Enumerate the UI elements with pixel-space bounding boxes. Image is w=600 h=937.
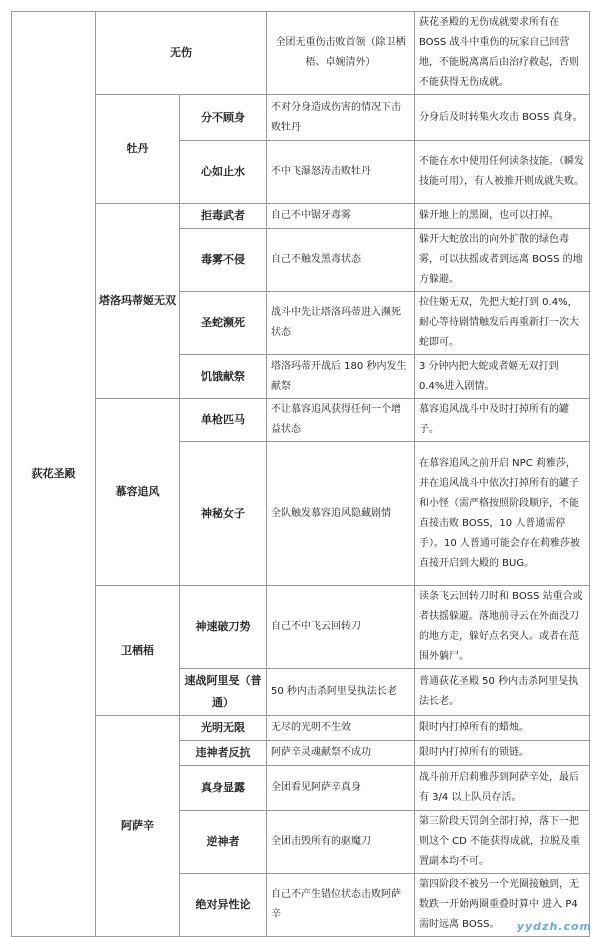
achievement-condition: 不中飞瀑怒涛击败牡丹: [267, 141, 415, 204]
achievement-note: 第三阶段天罚剑全部打掉，落下一把则这个 CD 不能获得成就，拉脱及重置副本均不可。: [415, 811, 590, 874]
instance-name: 荻花圣殿: [12, 12, 96, 937]
table-row: [12, 586, 590, 669]
achievement-name: 拒毒武者: [180, 204, 267, 229]
achievement-note: 在慕容追风之前开启 NPC 莉雅莎，并在追风战斗中依次打掉所有的罐子和小怪（需严格按照阶段顺序，不能直接击败 BOSS，10 人普通需停手）。10 人普通可能会存在莉雅莎被直接开启到大殿的 BUG。: [415, 442, 590, 586]
achievement-name: 毒雾不侵: [180, 229, 267, 292]
achievement-condition: 全队触发慕容追风隐藏剧情: [267, 442, 415, 586]
achievement-name: 光明无限: [180, 716, 267, 741]
boss-name: 牡丹: [96, 95, 180, 204]
achievement-name: 无伤: [96, 12, 267, 95]
achievement-condition: 全团看见阿萨辛真身: [267, 766, 415, 811]
table-row: [12, 204, 590, 229]
achievement-note: 限时内打掉所有的锁链。: [415, 741, 590, 766]
achievement-name: 真身显露: [180, 766, 267, 811]
achievement-name: 饥饿献祭: [180, 355, 267, 399]
achievement-name: 神秘女子: [180, 442, 267, 586]
achievement-note: 躲开地上的黑圈，也可以打掉。: [415, 204, 590, 229]
achievement-name: 神速破刀势: [180, 586, 267, 669]
boss-name: 阿萨辛: [96, 716, 180, 937]
achievement-note: 3 分钟内把大蛇或者姬无双打到 0.4%进入剧情。: [415, 355, 590, 399]
achievement-condition: 不对分身造成伤害的情况下击败牡丹: [267, 95, 415, 141]
achievement-name: 心如止水: [180, 141, 267, 204]
achievement-name: 圣蛇濒死: [180, 292, 267, 355]
boss-name: 塔洛玛蒂姬无双: [96, 204, 180, 399]
table-row: [12, 716, 590, 741]
achievement-condition: 不让慕容追风获得任何一个增益状态: [267, 399, 415, 442]
boss-name: 卫栖梧: [96, 586, 180, 716]
achievement-condition: 50 秒内击杀阿里旻执法长老: [267, 669, 415, 716]
watermark: yydzh.com: [516, 920, 592, 933]
achievement-note: 躲开大蛇放出的向外扩散的绿色毒雾，可以扶摇或者到远离 BOSS 的地方躲避。: [415, 229, 590, 292]
achievement-note: 限时内打掉所有的蜡烛。: [415, 716, 590, 741]
achievement-note: 读条飞云回转刀时和 BOSS 站重合或者扶摇躲避。落地前寻云在外面没刀的地方走，躲好点名突人。或者在范围外躺尸。: [415, 586, 590, 669]
achievement-note: 分身后及时转集火攻击 BOSS 真身。: [415, 95, 590, 141]
achievement-name: 速战阿里旻（普通）: [180, 669, 267, 716]
achievement-condition: 自己不中飞云回转刀: [267, 586, 415, 669]
table-row: [12, 95, 590, 141]
achievement-condition: 全团击毁所有的驱魔刀: [267, 811, 415, 874]
achievement-note: 普通荻花圣殿 50 秒内击杀阿里旻执法长老。: [415, 669, 590, 716]
achievement-note: 荻花圣殿的无伤成就要求所有在 BOSS 战斗中重伤的玩家自己回营地，不能脱离离后由治疗救起，否则不能获得无伤成就。: [415, 12, 590, 95]
achievement-condition: 自己不中锯牙毒雾: [267, 204, 415, 229]
achievement-condition: 无尽的光明不生效: [267, 716, 415, 741]
achievement-note: 慕容追风战斗中及时打掉所有的罐子。: [415, 399, 590, 442]
achievement-note: 第四阶段不被另一个光圈接触到，无数跌一开始两圈重叠时算中 进入 P4 需时远离 BOSS。: [415, 874, 590, 937]
achievement-table: [11, 11, 590, 937]
achievement-name: 逆神者: [180, 811, 267, 874]
achievement-condition: 阿萨辛灵魂献祭不成功: [267, 741, 415, 766]
boss-name: 慕容追风: [96, 399, 180, 586]
achievement-condition: 全团无重伤击败首领（除卫栖梧、卓婉清外）: [267, 12, 415, 95]
achievement-condition: 塔洛玛蒂开战后 180 秒内发生献祭: [267, 355, 415, 399]
table-row: [12, 399, 590, 442]
achievement-name: 分不顾身: [180, 95, 267, 141]
achievement-condition: 自己不产生错位状态击败阿萨辛: [267, 874, 415, 937]
table-row: [12, 12, 590, 95]
achievement-condition: 自己不触发黑毒状态: [267, 229, 415, 292]
achievement-name: 绝对异性论: [180, 874, 267, 937]
achievement-name: 违神者反抗: [180, 741, 267, 766]
achievement-name: 单枪匹马: [180, 399, 267, 442]
achievement-note: 拉住姬无双，先把大蛇打到 0.4%，耐心等待剧情触发后再重新打一次大蛇即可。: [415, 292, 590, 355]
achievement-note: 不能在水中使用任何读条技能。（瞬发技能可用），有人被推开则成就失败。: [415, 141, 590, 204]
achievement-note: 战斗前开启莉雅莎到阿萨辛处，最后有 3/4 以上队员存活。: [415, 766, 590, 811]
achievement-condition: 战斗中先让塔洛玛蒂进入濒死状态: [267, 292, 415, 355]
